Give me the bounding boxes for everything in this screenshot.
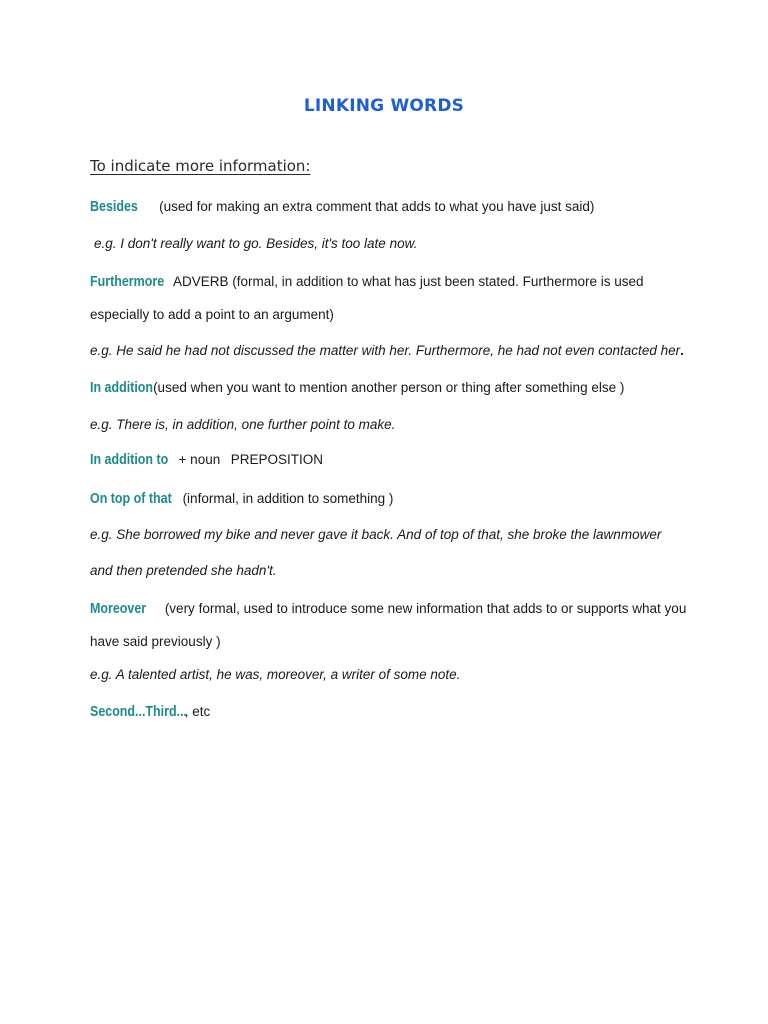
entry-moreover — [90, 601, 686, 617]
section-heading: To indicate more information: — [90, 157, 311, 175]
example-in-addition: e.g. There is, in addition, one further point to make. — [90, 417, 396, 432]
example-moreover: e.g. A talented artist, he was, moreover, a writer of some note. — [90, 667, 461, 682]
definition-furthermore-line1: ADVERB (formal, in addition to what has just been stated. Furthermore is used — [173, 274, 644, 289]
definition-in-addition-to-b: PREPOSITION — [230, 452, 324, 467]
example-besides: e.g. I don't really want to go. Besides, it's too late now. — [94, 236, 418, 251]
example-on-top-of-that-line1: e.g. She borrowed my bike and never gave it back. And of top of that, she broke the lawnmower — [90, 527, 662, 542]
entry-furthermore — [90, 274, 643, 290]
definition-moreover-line1: (very formal, used to introduce some new information that adds to or supports what you — [164, 601, 687, 616]
term-in-addition-to: In addition to — [90, 452, 169, 468]
definition-on-top-of-that: (informal, in addition to something ) — [182, 491, 394, 506]
term-besides: Besides — [90, 199, 138, 215]
term-on-top-of-that: On top of that — [90, 491, 172, 507]
term-furthermore: Furthermore — [90, 274, 165, 290]
term-moreover: Moreover — [90, 601, 147, 617]
definition-in-addition: (used when you want to mention another person or thing after something else ) — [153, 380, 625, 395]
entry-besides — [90, 199, 594, 215]
example-furthermore-text: e.g. He said he had not discussed the matter with her. Furthermore, he had not even contacted her — [90, 343, 681, 358]
entry-second-third — [90, 704, 210, 720]
definition-furthermore-line2: especially to add a point to an argument) — [90, 307, 334, 322]
example-on-top-of-that-line2: and then pretended she hadn't. — [90, 563, 277, 578]
definition-besides: (used for making an extra comment that adds to what you have just said) — [159, 199, 595, 214]
entry-in-addition — [90, 380, 624, 396]
definition-second-third: , etc — [184, 704, 211, 719]
term-in-addition: In addition — [90, 380, 154, 396]
entry-on-top-of-that — [90, 491, 393, 507]
entry-in-addition-to — [90, 452, 323, 468]
example-furthermore — [90, 343, 684, 358]
term-second-third: Second...Third... — [90, 704, 188, 720]
definition-moreover-line2: have said previously ) — [90, 634, 221, 649]
example-furthermore-period: . — [680, 343, 684, 358]
page-title: LINKING WORDS — [303, 96, 465, 116]
definition-in-addition-to-a: + noun — [178, 452, 221, 467]
